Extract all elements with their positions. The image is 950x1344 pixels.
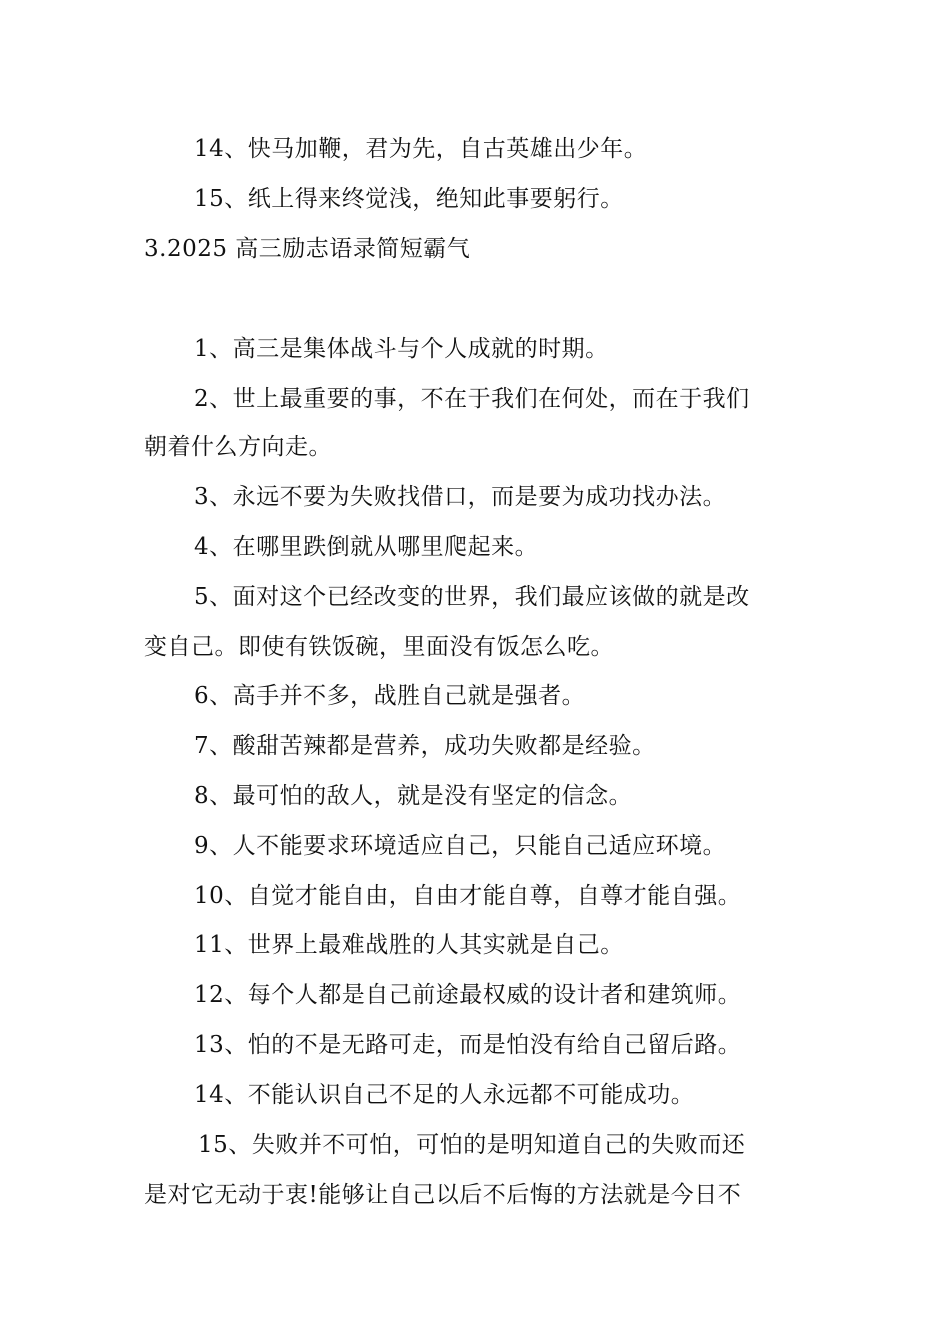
quote-6: 6、高手并不多，战胜自己就是强者。 (194, 683, 586, 709)
quote-8: 8、最可怕的敌人，就是没有坚定的信念。 (194, 783, 633, 809)
quote-11: 11、世界上最难战胜的人其实就是自己。 (194, 932, 624, 958)
prev-item-15: 15、纸上得来终觉浅，绝知此事要躬行。 (194, 186, 624, 212)
quote-10: 10、自觉才能自由，自由才能自尊，自尊才能自强。 (194, 883, 742, 909)
quote-15-line-1: 15、失败并不可怕，可怕的是明知道自己的失败而还 (198, 1132, 746, 1158)
quote-4: 4、在哪里跌倒就从哪里爬起来。 (194, 534, 539, 560)
quote-12: 12、每个人都是自己前途最权威的设计者和建筑师。 (194, 982, 742, 1008)
quote-2-line-2: 朝着什么方向走。 (144, 434, 332, 460)
quote-13: 13、怕的不是无路可走，而是怕没有给自己留后路。 (194, 1032, 742, 1058)
quote-14: 14、不能认识自己不足的人永远都不可能成功。 (194, 1082, 695, 1108)
quote-5-line-1: 5、面对这个已经改变的世界，我们最应该做的就是改 (194, 584, 750, 610)
quote-9: 9、人不能要求环境适应自己，只能自己适应环境。 (194, 833, 727, 859)
quote-3: 3、永远不要为失败找借口，而是要为成功找办法。 (194, 484, 727, 510)
quote-7: 7、酸甜苦辣都是营养，成功失败都是经验。 (194, 733, 656, 759)
prev-item-14: 14、快马加鞭，君为先，自古英雄出少年。 (194, 136, 648, 162)
quote-2-line-1: 2、世上最重要的事，不在于我们在何处，而在于我们 (194, 386, 750, 412)
quote-15-line-2: 是对它无动于衷!能够让自己以后不后悔的方法就是今日不 (144, 1182, 742, 1208)
quote-5-line-2: 变自己。即使有铁饭碗，里面没有饭怎么吃。 (144, 634, 614, 660)
quote-1: 1、高三是集体战斗与个人成就的时期。 (194, 336, 609, 362)
section-heading: 3.2025 高三励志语录简短霸气 (144, 236, 471, 262)
